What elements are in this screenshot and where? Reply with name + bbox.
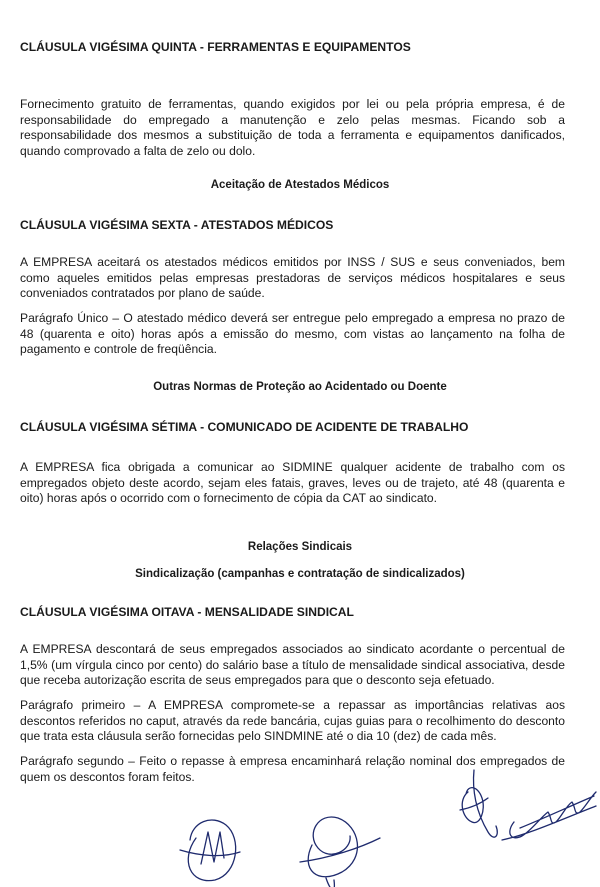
clause-25-body: Fornecimento gratuito de ferramentas, quando exigidos por lei ou pela própria empresa, é de responsabilidade do empregado a manutenção e zelo pelas mesmas. Ficando sob a responsabilidade dos mesmos a substituição de toda a ferramenta e equipamentos danificados, quando comprovado a falta de zelo ou dolo. [20,97,565,158]
clause-27-title: CLÁUSULA VIGÉSIMA SÉTIMA - COMUNICADO DE ACIDENTE DE TRABALHO [20,420,469,434]
signature-rubric-2 [300,817,380,887]
signature-cursive-4 [502,792,596,840]
signature-rubric-1 [180,820,240,881]
clause-26-body: A EMPRESA aceitará os atestados médicos emitidos por INSS / SUS e seus conveniados, bem como aqueles emitidos pelas empresas prestadoras de serviços médicos hospitalares e seus conveniados contratados por plano de saúde. [20,255,565,300]
clause-25-title: CLÁUSULA VIGÉSIMA QUINTA - FERRAMENTAS E EQUIPAMENTOS [20,40,411,54]
clause-28-paragrafo-segundo: Parágrafo segundo – Feito o repasse à empresa encaminhará relação nominal dos empregados de quem os descontos foram feitos. [20,754,565,784]
clause-28-body: A EMPRESA descontará de seus empregados associados ao sindicato acordante o percentual de 1,5% (um vírgula cinco por cento) do salário base a título de mensalidade sindical associativa, desde que receba autorização escrita de seus empregados para que o desconto seja efetuado. [20,642,565,687]
section-atestados-heading: Aceitação de Atestados Médicos [210,179,390,191]
section-protecao-heading: Outras Normas de Proteção ao Acidentado ou Doente [153,381,447,393]
section-relacoes-heading: Relações Sindicais [247,541,353,553]
section-sindicalizacao-heading: Sindicalização (campanhas e contratação de sindicalizados) [135,568,465,580]
clause-28-paragrafo-primeiro: Parágrafo primeiro – A EMPRESA compromete-se a repassar as importâncias relativas aos descontos referidos no caput, através da rede bancária, cujas guias para o recolhimento do desconto que trata esta cláusula serão fornecidas pelo SINDMINE até o dia 10 (dez) de cada mês. [20,698,565,743]
clause-28-title: CLÁUSULA VIGÉSIMA OITAVA - MENSALIDADE SINDICAL [20,605,354,619]
clause-26-paragrafo-unico: Parágrafo Único – O atestado médico deverá ser entregue pelo empregado a empresa no prazo de 48 (quarenta e oito) horas após a emissão do mesmo, com vistas ao lançamento na folha de pagamento e controle de freqüência. [20,311,565,356]
clause-26-title: CLÁUSULA VIGÉSIMA SEXTA - ATESTADOS MÉDICOS [20,218,334,232]
clause-27-body: A EMPRESA fica obrigada a comunicar ao SIDMINE qualquer acidente de trabalho com os empregados objeto deste acordo, sejam eles fatais, graves, leves ou de trajeto, até 48 (quarenta e oito) horas após o ocorrido com o fornecimento de cópia da CAT ao sindicato. [20,460,565,505]
signature-rubric-3 [460,770,497,837]
